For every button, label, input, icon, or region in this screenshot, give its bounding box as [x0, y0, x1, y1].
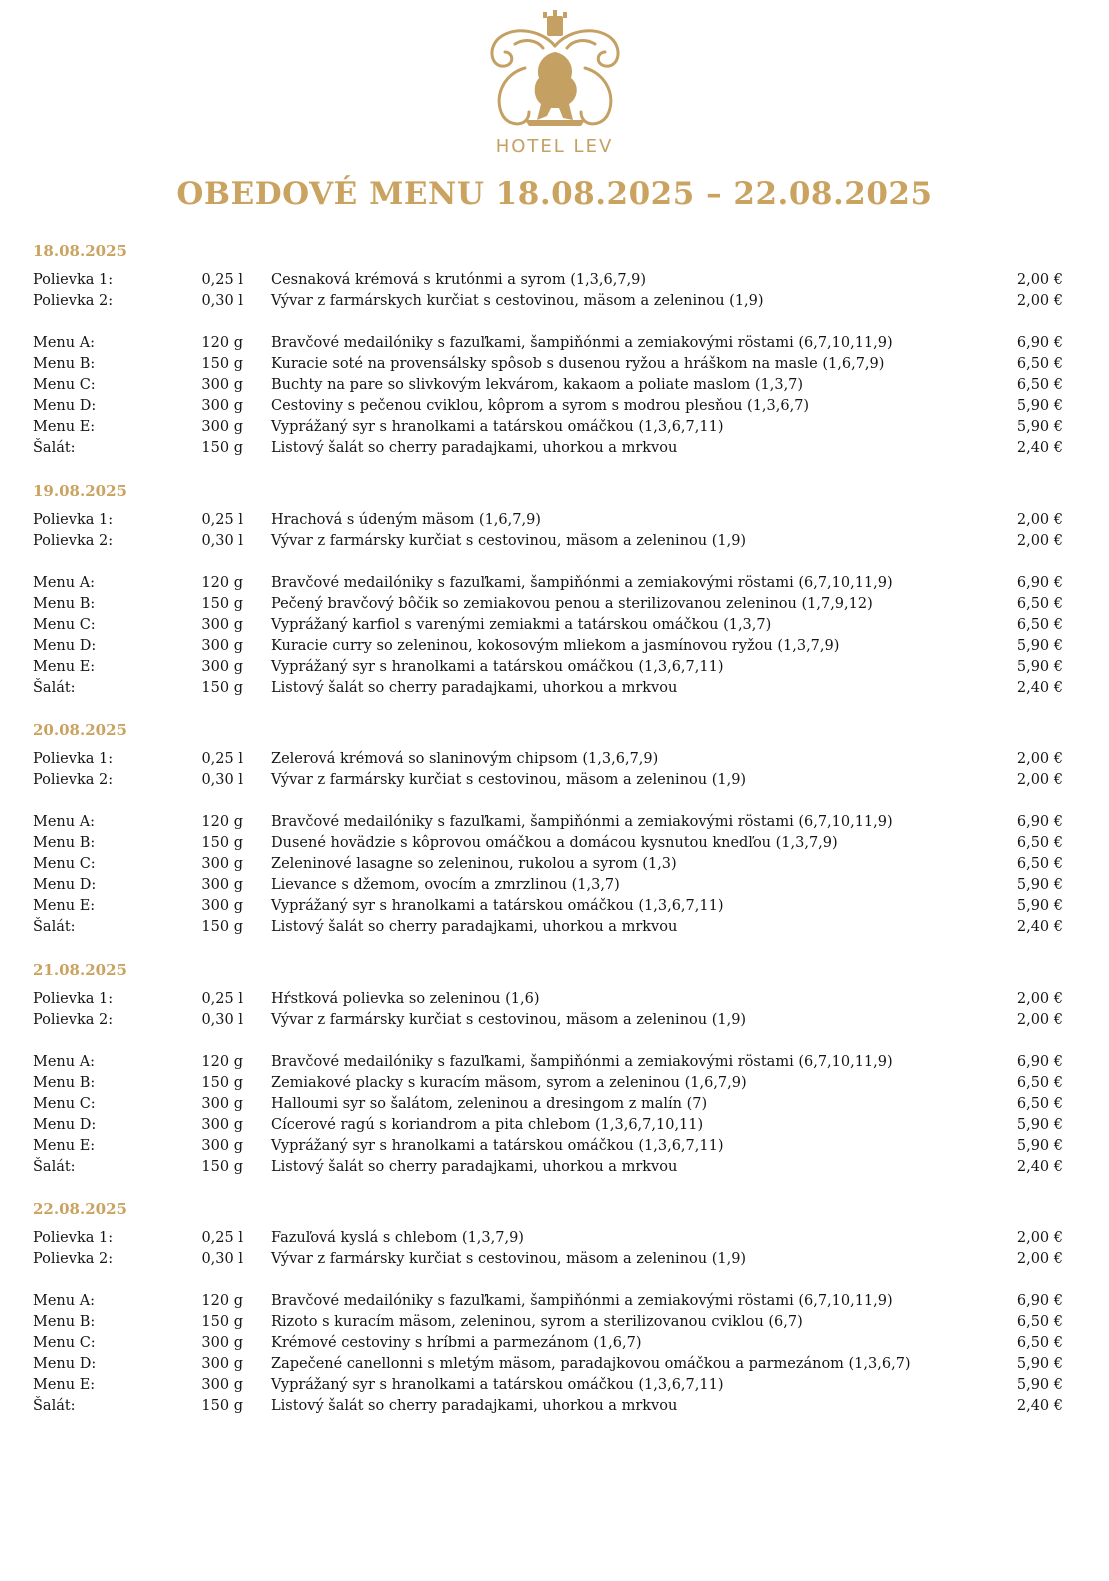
item-price: 6,50 €: [1016, 1314, 1063, 1330]
menu-row: [33, 615, 1063, 636]
item-price: 2,00 €: [1016, 511, 1063, 528]
row-spacer: [33, 791, 1063, 812]
item-amount: 150 g: [201, 1398, 243, 1414]
item-dish: Buchty na pare so slivkovým lekvárom, kakaom a poliate maslom (1,3,7): [271, 377, 804, 393]
day-date: 20.08.2025: [33, 721, 127, 739]
item-dish: Zemiakové placky s kuracím mäsom, syrom a zeleninou (1,6,7,9): [271, 1074, 747, 1091]
soup-row: [33, 510, 1063, 531]
item-price: 2,00 €: [1016, 990, 1063, 1007]
item-dish: Vývar z farmárskych kurčiat s cestovinou, mäsom a zeleninou (1,9): [271, 293, 764, 309]
day-section: [33, 959, 1063, 1199]
soup-row: [33, 989, 1063, 1010]
item-label: Menu B:: [33, 356, 96, 372]
item-dish: Cestoviny s pečenou cviklou, kôprom a syrom s modrou plesňou (1,3,6,7): [271, 398, 810, 414]
item-label: Polievka 2:: [33, 1251, 114, 1267]
item-label: Polievka 1:: [33, 272, 114, 288]
item-price: 6,90 €: [1016, 1293, 1063, 1309]
soup-row: [33, 1010, 1063, 1031]
item-label: Menu A:: [33, 335, 96, 351]
item-amount: 300 g: [201, 1377, 243, 1393]
day-section: [33, 240, 1063, 480]
item-amount: 300 g: [201, 616, 243, 633]
item-amount: 150 g: [201, 440, 243, 456]
item-dish: Fazuľová kyslá s chlebom (1,3,7,9): [271, 1230, 524, 1246]
brand-name: HOTEL LEV: [495, 136, 614, 157]
item-amount: 0,25 l: [201, 272, 243, 288]
item-price: 6,50 €: [1016, 1095, 1063, 1112]
menu-row: [33, 1094, 1063, 1115]
item-dish: Cesnaková krémová s krutónmi a syrom (1,3,6,7,9): [271, 272, 647, 288]
row-spacer: [33, 552, 1063, 573]
item-label: Menu A:: [33, 1053, 96, 1070]
item-label: Menu B:: [33, 595, 96, 612]
item-amount: 300 g: [201, 1137, 243, 1154]
item-price: 2,00 €: [1016, 1230, 1063, 1246]
item-amount: 300 g: [201, 856, 243, 872]
item-label: Menu E:: [33, 658, 96, 675]
item-dish: Bravčové medailóniky s fazuľkami, šampiňónmi a zemiakovými röstami (6,7,10,11,9): [271, 814, 893, 830]
item-price: 6,50 €: [1016, 356, 1063, 372]
item-label: Menu C:: [33, 1335, 96, 1351]
day-date: 22.08.2025: [33, 1200, 127, 1218]
item-price: 6,50 €: [1016, 616, 1063, 633]
menu-row: [33, 594, 1063, 615]
item-price: 2,40 €: [1016, 919, 1063, 935]
item-amount: 150 g: [201, 356, 243, 372]
item-amount: 0,30 l: [201, 1011, 243, 1028]
item-amount: 0,30 l: [201, 532, 243, 549]
item-amount: 150 g: [201, 1158, 243, 1175]
item-amount: 120 g: [201, 1053, 243, 1070]
item-dish: Listový šalát so cherry paradajkami, uhorkou a mrkvou: [271, 679, 678, 696]
item-price: 2,00 €: [1016, 293, 1063, 309]
item-amount: 300 g: [201, 1335, 243, 1351]
item-amount: 150 g: [201, 1314, 243, 1330]
menu-row: [33, 1052, 1063, 1073]
menu-row: [33, 657, 1063, 678]
soup-row: [33, 1249, 1063, 1270]
item-label: Menu C:: [33, 1095, 96, 1112]
item-amount: 150 g: [201, 1074, 243, 1091]
item-label: Polievka 1:: [33, 990, 114, 1007]
item-dish: Krémové cestoviny s hríbmi a parmezánom (1,6,7): [271, 1335, 642, 1351]
item-price: 6,50 €: [1016, 595, 1063, 612]
soup-row: [33, 770, 1063, 791]
item-label: Menu E:: [33, 419, 96, 435]
item-label: Menu C:: [33, 616, 96, 633]
item-price: 6,50 €: [1016, 377, 1063, 393]
item-price: 2,00 €: [1016, 272, 1063, 288]
item-dish: Vyprážaný syr s hranolkami a tatárskou omáčkou (1,3,6,7,11): [271, 1377, 724, 1393]
item-amount: 300 g: [201, 1116, 243, 1133]
menu-row: [33, 1073, 1063, 1094]
item-label: Šalát:: [33, 679, 76, 696]
item-amount: 300 g: [201, 1095, 243, 1112]
day-date: 18.08.2025: [33, 242, 127, 260]
item-label: Menu E:: [33, 1137, 96, 1154]
item-price: 5,90 €: [1016, 1137, 1063, 1154]
item-amount: 150 g: [201, 919, 243, 935]
item-dish: Lievance s džemom, ovocím a zmrzlinou (1,3,7): [271, 877, 620, 893]
item-dish: Bravčové medailóniky s fazuľkami, šampiňónmi a zemiakovými röstami (6,7,10,11,9): [271, 335, 893, 351]
item-amount: 300 g: [201, 398, 243, 414]
item-amount: 300 g: [201, 898, 243, 914]
item-label: Menu E:: [33, 898, 96, 914]
menu-row: [33, 1333, 1063, 1354]
item-label: Menu A:: [33, 574, 96, 591]
item-label: Polievka 1:: [33, 511, 114, 528]
menu-row: [33, 1136, 1063, 1157]
item-dish: Pečený bravčový bôčik so zemiakovou penou a sterilizovanou zeleninou (1,7,9,12): [271, 595, 873, 612]
item-price: 5,90 €: [1016, 898, 1063, 914]
item-label: Polievka 2:: [33, 532, 114, 549]
item-dish: Listový šalát so cherry paradajkami, uhorkou a mrkvou: [271, 919, 678, 935]
item-dish: Vyprážaný syr s hranolkami a tatárskou omáčkou (1,3,6,7,11): [271, 419, 724, 435]
soup-row: [33, 291, 1063, 312]
item-price: 5,90 €: [1016, 398, 1063, 414]
item-dish: Rizoto s kuracím mäsom, zeleninou, syrom a sterilizovanou cviklou (6,7): [271, 1314, 803, 1330]
item-dish: Vývar z farmársky kurčiat s cestovinou, mäsom a zeleninou (1,9): [271, 772, 747, 788]
item-label: Šalát:: [33, 919, 76, 935]
day-date: 19.08.2025: [33, 481, 127, 500]
item-price: 6,90 €: [1016, 814, 1063, 830]
item-price: 2,40 €: [1016, 440, 1063, 456]
soup-row: [33, 1228, 1063, 1249]
item-price: 5,90 €: [1016, 1356, 1063, 1372]
item-dish: Vyprážaný karfiol s varenými zemiakmi a tatárskou omáčkou (1,3,7): [271, 616, 772, 633]
item-amount: 0,30 l: [201, 293, 243, 309]
item-label: Menu D:: [33, 1116, 97, 1133]
item-amount: 150 g: [201, 595, 243, 612]
item-amount: 0,30 l: [201, 1251, 243, 1267]
item-price: 6,50 €: [1016, 1074, 1063, 1091]
item-label: Menu D:: [33, 877, 97, 893]
item-amount: 300 g: [201, 419, 243, 435]
menu-row: [33, 1157, 1063, 1178]
row-spacer: [33, 1031, 1063, 1052]
item-amount: 120 g: [201, 335, 243, 351]
page-title: OBEDOVÉ MENU 18.08.2025 – 22.08.2025: [176, 176, 933, 212]
item-price: 2,00 €: [1016, 1251, 1063, 1267]
menu-row: [33, 1115, 1063, 1136]
item-amount: 300 g: [201, 877, 243, 893]
item-dish: Bravčové medailóniky s fazuľkami, šampiňónmi a zemiakovými röstami (6,7,10,11,9): [271, 1053, 893, 1070]
item-price: 2,00 €: [1016, 772, 1063, 788]
item-dish: Zelerová krémová so slaninovým chipsom (1,3,6,7,9): [271, 751, 659, 767]
day-date: 21.08.2025: [33, 960, 127, 979]
item-price: 5,90 €: [1016, 1116, 1063, 1133]
item-dish: Vyprážaný syr s hranolkami a tatárskou omáčkou (1,3,6,7,11): [271, 1137, 724, 1154]
menu-row: [33, 417, 1063, 438]
item-price: 6,90 €: [1016, 1053, 1063, 1070]
item-label: Menu C:: [33, 856, 96, 872]
item-price: 5,90 €: [1016, 419, 1063, 435]
item-label: Menu E:: [33, 1377, 96, 1393]
item-price: 6,50 €: [1016, 835, 1063, 851]
menu-row: [33, 678, 1063, 699]
item-dish: Vývar z farmársky kurčiat s cestovinou, mäsom a zeleninou (1,9): [271, 1011, 747, 1028]
menu-row: [33, 854, 1063, 875]
item-label: Šalát:: [33, 440, 76, 456]
item-dish: Vyprážaný syr s hranolkami a tatárskou omáčkou (1,3,6,7,11): [271, 898, 724, 914]
row-spacer: [33, 312, 1063, 333]
item-label: Menu C:: [33, 377, 96, 393]
item-dish: Dusené hovädzie s kôprovou omáčkou a domácou kysnutou knedľou (1,3,7,9): [271, 835, 838, 851]
item-amount: 0,25 l: [201, 511, 243, 528]
item-price: 6,50 €: [1016, 1335, 1063, 1351]
menu-row: [33, 1396, 1063, 1417]
menu-row: [33, 396, 1063, 417]
item-amount: 120 g: [201, 574, 243, 591]
item-dish: Bravčové medailóniky s fazuľkami, šampiňónmi a zemiakovými röstami (6,7,10,11,9): [271, 574, 893, 591]
item-price: 5,90 €: [1016, 877, 1063, 893]
menu-row: [33, 1312, 1063, 1333]
item-price: 2,00 €: [1016, 532, 1063, 549]
menu-row: [33, 875, 1063, 896]
item-dish: Vývar z farmársky kurčiat s cestovinou, mäsom a zeleninou (1,9): [271, 532, 747, 549]
menu-row: [33, 896, 1063, 917]
menu-row: [33, 1375, 1063, 1396]
item-price: 5,90 €: [1016, 1377, 1063, 1393]
day-section: [33, 719, 1063, 959]
item-label: Polievka 1:: [33, 751, 114, 767]
item-label: Polievka 2:: [33, 1011, 114, 1028]
item-dish: Zapečené canellonni s mletým mäsom, paradajkovou omáčkou a parmezánom (1,3,6,7): [271, 1356, 911, 1372]
item-amount: 120 g: [201, 814, 243, 830]
item-label: Polievka 2:: [33, 772, 114, 788]
item-dish: Halloumi syr so šalátom, zeleninou a dresingom z malín (7): [271, 1095, 708, 1112]
item-price: 5,90 €: [1016, 658, 1063, 675]
item-label: Polievka 1:: [33, 1230, 114, 1246]
item-dish: Hŕstková polievka so zeleninou (1,6): [271, 990, 540, 1007]
item-price: 2,00 €: [1016, 1011, 1063, 1028]
menu-row: [33, 812, 1063, 833]
item-dish: Kuracie curry so zeleninou, kokosovým mliekom a jasmínovou ryžou (1,3,7,9): [271, 637, 840, 654]
item-amount: 150 g: [201, 835, 243, 851]
item-amount: 300 g: [201, 658, 243, 675]
item-label: Šalát:: [33, 1158, 76, 1175]
item-dish: Vývar z farmársky kurčiat s cestovinou, mäsom a zeleninou (1,9): [271, 1251, 747, 1267]
item-amount: 300 g: [201, 637, 243, 654]
item-amount: 120 g: [201, 1293, 243, 1309]
day-section: [33, 480, 1063, 720]
item-dish: Vyprážaný syr s hranolkami a tatárskou omáčkou (1,3,6,7,11): [271, 658, 724, 675]
item-dish: Zeleninové lasagne so zeleninou, rukolou a syrom (1,3): [271, 856, 677, 872]
item-dish: Hrachová s údeným mäsom (1,6,7,9): [271, 511, 541, 528]
item-label: Menu B:: [33, 1314, 96, 1330]
item-price: 2,00 €: [1016, 751, 1063, 767]
menu-row: [33, 1291, 1063, 1312]
soup-row: [33, 270, 1063, 291]
item-amount: 150 g: [201, 679, 243, 696]
item-amount: 0,25 l: [201, 751, 243, 767]
item-dish: Cícerové ragú s koriandrom a pita chlebom (1,3,6,7,10,11): [271, 1116, 704, 1133]
item-amount: 300 g: [201, 1356, 243, 1372]
item-amount: 0,25 l: [201, 1230, 243, 1246]
item-label: Menu A:: [33, 1293, 96, 1309]
item-dish: Kuracie soté na provensálsky spôsob s dusenou ryžou a hráškom na masle (1,6,7,9): [271, 356, 885, 372]
menu-row: [33, 833, 1063, 854]
item-price: 2,40 €: [1016, 1398, 1063, 1414]
soup-row: [33, 531, 1063, 552]
menu-row: [33, 917, 1063, 938]
menu-row: [33, 573, 1063, 594]
item-label: Šalát:: [33, 1398, 76, 1414]
menu-days: [33, 240, 1063, 1438]
item-amount: 0,25 l: [201, 990, 243, 1007]
menu-row: [33, 333, 1063, 354]
item-price: 2,40 €: [1016, 679, 1063, 696]
item-price: 5,90 €: [1016, 637, 1063, 654]
item-label: Menu D:: [33, 1356, 97, 1372]
row-spacer: [33, 1270, 1063, 1291]
day-section: [33, 1198, 1063, 1438]
item-dish: Listový šalát so cherry paradajkami, uhorkou a mrkvou: [271, 440, 678, 456]
item-amount: 300 g: [201, 377, 243, 393]
item-label: Menu B:: [33, 1074, 96, 1091]
soup-row: [33, 749, 1063, 770]
menu-row: [33, 375, 1063, 396]
item-label: Menu A:: [33, 814, 96, 830]
item-price: 6,90 €: [1016, 335, 1063, 351]
item-price: 6,90 €: [1016, 574, 1063, 591]
menu-row: [33, 354, 1063, 375]
item-dish: Listový šalát so cherry paradajkami, uhorkou a mrkvou: [271, 1158, 678, 1175]
menu-row: [33, 636, 1063, 657]
item-dish: Bravčové medailóniky s fazuľkami, šampiňónmi a zemiakovými röstami (6,7,10,11,9): [271, 1293, 893, 1309]
item-dish: Listový šalát so cherry paradajkami, uhorkou a mrkvou: [271, 1398, 678, 1414]
item-price: 2,40 €: [1016, 1158, 1063, 1175]
item-label: Polievka 2:: [33, 293, 114, 309]
item-amount: 0,30 l: [201, 772, 243, 788]
item-price: 6,50 €: [1016, 856, 1063, 872]
menu-row: [33, 1354, 1063, 1375]
menu-row: [33, 438, 1063, 459]
item-label: Menu D:: [33, 398, 97, 414]
item-label: Menu D:: [33, 637, 97, 654]
item-label: Menu B:: [33, 835, 96, 851]
